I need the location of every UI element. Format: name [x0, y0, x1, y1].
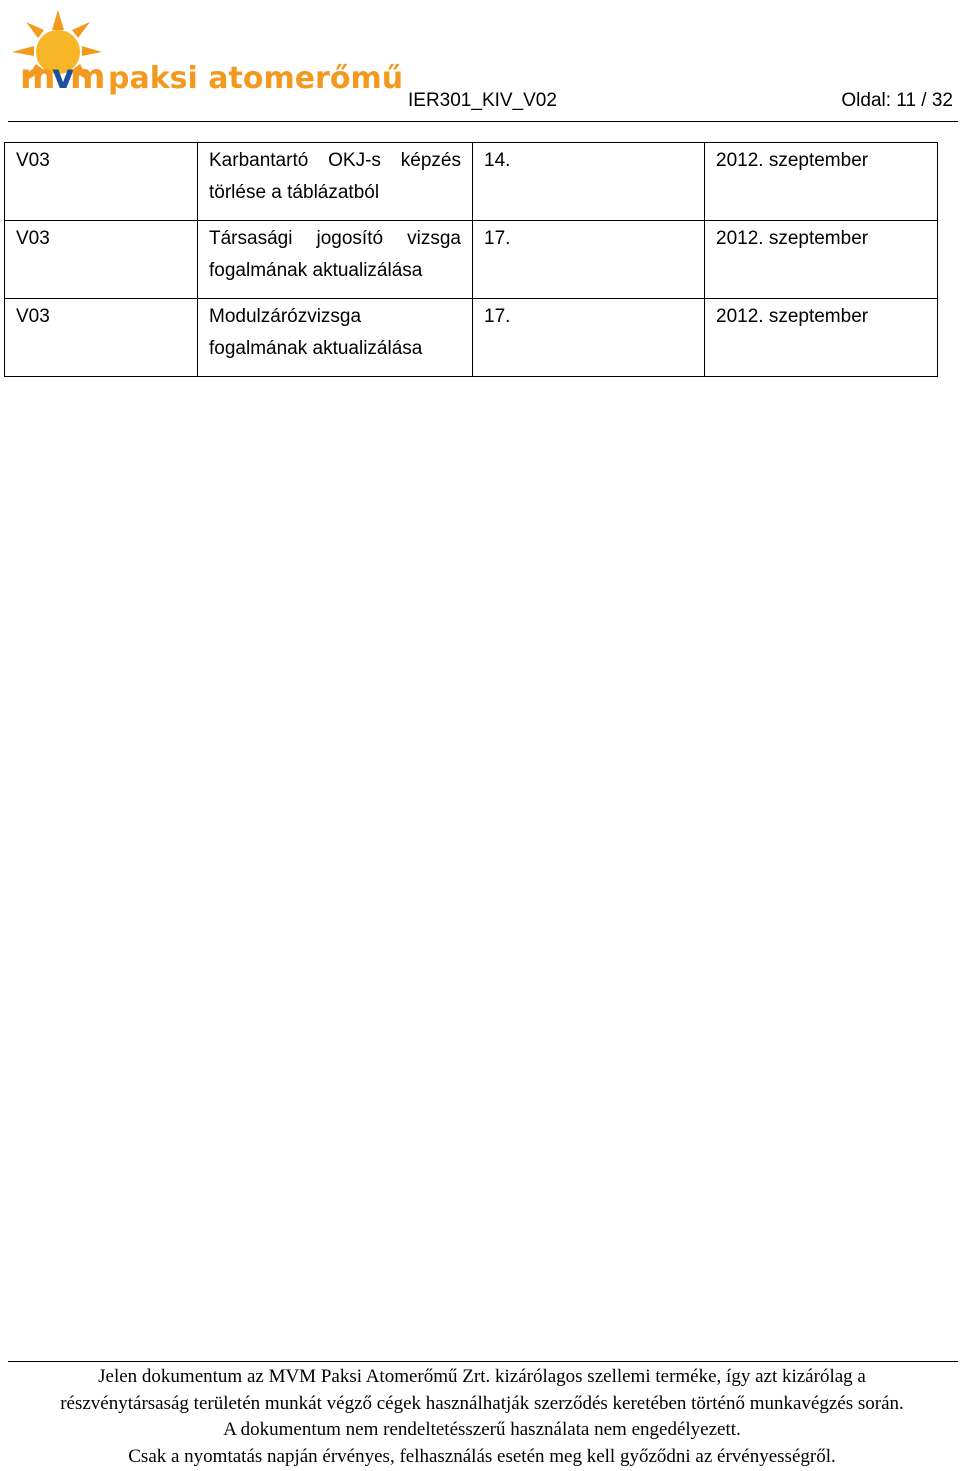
company-logo: [10, 8, 404, 100]
footer-disclaimer: [0, 1364, 964, 1470]
version-cell: V03: [5, 143, 198, 221]
header-divider: [8, 121, 958, 122]
point-cell: 17.: [473, 299, 705, 377]
description-cell: Karbantartó OKJ-s képzés törlése a táblázatból: [198, 143, 473, 221]
footer-divider: [8, 1361, 958, 1362]
revision-table: [4, 142, 938, 377]
table-row: [5, 299, 938, 377]
point-cell: 17.: [473, 221, 705, 299]
page-number: Oldal: 11 / 32: [841, 90, 953, 111]
svg-text:m: m: [20, 57, 56, 97]
footer-line: részvénytársaság területén munkát végző cégek használhatják szerződés keretében történő munkavégzés során.: [60, 1392, 904, 1414]
svg-text:v: v: [52, 57, 75, 97]
footer-line: Jelen dokumentum az MVM Paksi Atomerőmű Zrt. kizárólagos szellemi terméke, így azt kizárólag a: [98, 1366, 866, 1387]
version-cell: V03: [5, 299, 198, 377]
document-code: IER301_KIV_V02: [408, 90, 557, 111]
point-cell: 14.: [473, 143, 705, 221]
description-cell: Modulzárózvizsga fogalmának aktualizálása: [198, 299, 473, 377]
svg-text:m: m: [70, 57, 106, 97]
date-cell: 2012. szeptember: [705, 221, 938, 299]
description-cell: Társasági jogosító vizsga fogalmának aktualizálása: [198, 221, 473, 299]
date-cell: 2012. szeptember: [705, 299, 938, 377]
footer-line: Csak a nyomtatás napján érvényes, felhasználás esetén meg kell győződni az érvényességről.: [128, 1445, 836, 1467]
date-cell: 2012. szeptember: [705, 143, 938, 221]
svg-text:paksi atomerőmű: paksi atomerőmű: [108, 61, 404, 96]
footer-line: A dokumentum nem rendeltetésszerű használata nem engedélyezett.: [223, 1419, 741, 1440]
version-cell: V03: [5, 221, 198, 299]
table-row: [5, 143, 938, 221]
table-row: [5, 221, 938, 299]
